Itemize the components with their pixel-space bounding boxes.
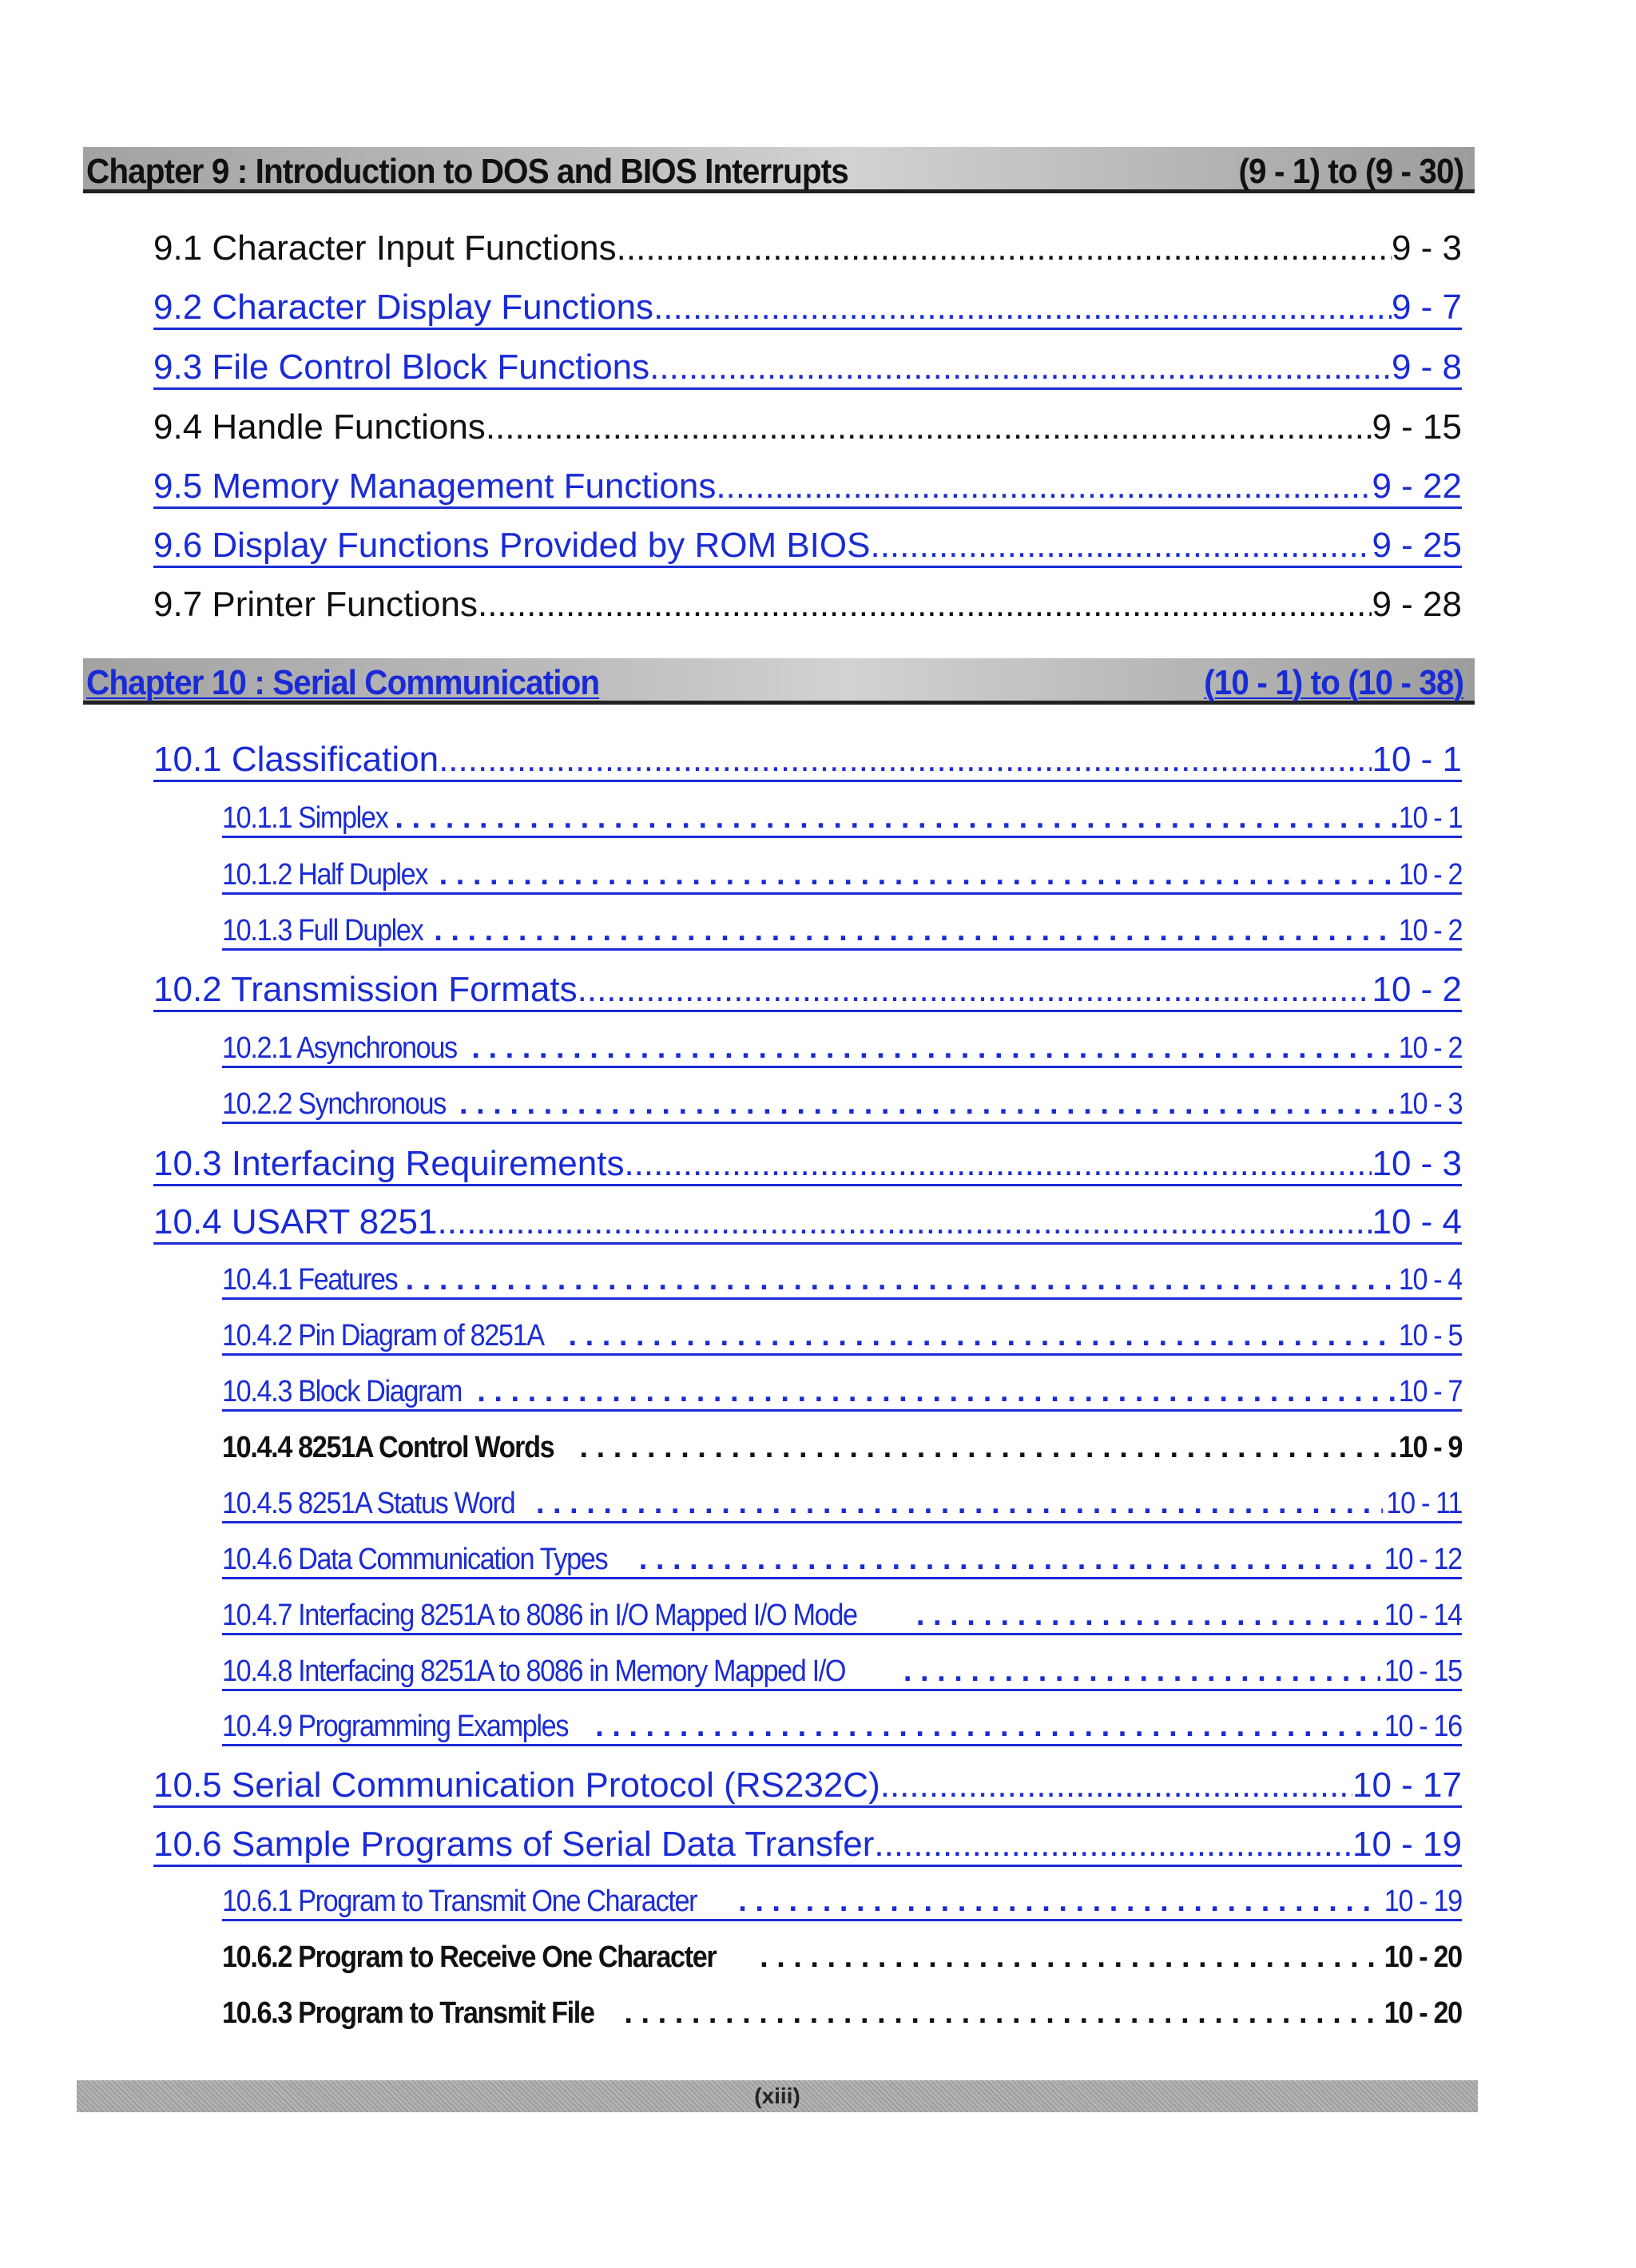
toc-entry-page: 9 - 22 (1372, 467, 1462, 506)
toc-entry-page: 10 - 16 (1384, 1710, 1462, 1743)
toc-entry-label: 9.6 Display Functions Provided by ROM BIOS (153, 526, 871, 565)
toc-entry-page: 10 - 4 (1398, 1263, 1462, 1297)
toc-entry-10-4-8[interactable] (222, 1652, 1462, 1691)
toc-entry-10-5[interactable] (153, 1764, 1462, 1808)
toc-entry-page: 10 - 5 (1398, 1319, 1462, 1352)
dot-leader (439, 740, 1372, 780)
dot-leader (477, 1375, 1396, 1409)
dot-leader (438, 1202, 1372, 1242)
dot-leader (760, 1940, 1380, 1975)
toc-entry-label: 10.2.2 Synchronous (222, 1087, 446, 1121)
dot-leader (478, 585, 1372, 625)
toc-entry-label: 10.4.6 Data Communication Types (222, 1543, 608, 1576)
toc-entry-label: 9.3 File Control Block Functions (153, 348, 650, 387)
dot-leader (580, 1431, 1396, 1465)
dot-leader (536, 1487, 1383, 1521)
toc-entry-page: 10 - 4 (1372, 1202, 1462, 1241)
toc-entry-page: 10 - 11 (1386, 1487, 1462, 1520)
dot-leader (903, 1654, 1380, 1689)
toc-entry-label: 10.4.3 Block Diagram (222, 1375, 462, 1408)
toc-entry-page: 9 - 7 (1391, 288, 1462, 327)
toc-entry-label: 9.7 Printer Functions (153, 585, 478, 624)
toc-entry-10-4-1[interactable] (222, 1261, 1462, 1300)
toc-entry-9-6[interactable] (153, 524, 1462, 568)
toc-entry-label: 9.1 Character Input Functions (153, 228, 617, 268)
dot-leader (595, 1710, 1380, 1744)
dot-leader (459, 1087, 1396, 1122)
toc-entry-label: 10.5 Serial Communication Protocol (RS232C) (153, 1766, 880, 1805)
toc-entry-10-3[interactable] (153, 1142, 1462, 1186)
toc-entry-10-1-2[interactable] (222, 856, 1462, 895)
dot-leader (617, 228, 1392, 268)
toc-entry-10-2-1[interactable] (222, 1029, 1462, 1068)
toc-entry-page: 10 - 2 (1398, 914, 1462, 947)
toc-entry-10-4-6[interactable] (222, 1540, 1462, 1579)
chapter-page-range: (10 - 1) to (10 - 38) (1204, 663, 1463, 702)
dot-leader (716, 467, 1372, 506)
toc-entry-page: 9 - 25 (1372, 526, 1462, 565)
toc-entry-label: 10.1.1 Simplex (222, 801, 388, 835)
toc-entry-page: 9 - 15 (1372, 407, 1462, 447)
toc-entry-page: 10 - 1 (1398, 801, 1462, 835)
toc-entry-label: 10.4.7 Interfacing 8251A to 8086 in I/O Mapped I/O Mode (222, 1599, 857, 1632)
toc-entry-10-2-2[interactable] (222, 1085, 1462, 1124)
toc-entry-10-4[interactable] (153, 1201, 1462, 1245)
toc-entry-10-4-3[interactable] (222, 1372, 1462, 1412)
toc-entry-label: 10.6.2 Program to Receive One Character (222, 1940, 717, 1974)
toc-entry-page: 9 - 3 (1391, 228, 1462, 268)
chapter-page-range: (9 - 1) to (9 - 30) (1238, 152, 1463, 191)
toc-entry-10-4-9[interactable] (222, 1707, 1462, 1746)
toc-entry-label: 9.4 Handle Functions (153, 407, 486, 447)
toc-entry-9-4 (153, 406, 1462, 447)
toc-entry-label: 10.6.3 Program to Transmit File (222, 1996, 594, 2030)
dot-leader (624, 1144, 1372, 1184)
toc-entry-10-2[interactable] (153, 968, 1462, 1012)
toc-entry-page: 10 - 17 (1352, 1766, 1462, 1805)
dot-leader (649, 348, 1392, 387)
toc-entry-label: 10.6.1 Program to Transmit One Character (222, 1885, 697, 1918)
toc-entry-label: 10.4.2 Pin Diagram of 8251A (222, 1319, 544, 1352)
toc-entry-10-1[interactable] (153, 738, 1462, 782)
toc-entry-page: 10 - 2 (1398, 1031, 1462, 1065)
dot-leader (471, 1031, 1396, 1066)
toc-entry-label: 10.1 Classification (153, 740, 439, 779)
dot-leader (653, 288, 1392, 328)
toc-entry-page: 10 - 9 (1398, 1431, 1462, 1464)
toc-entry-label: 10.1.3 Full Duplex (222, 914, 423, 947)
toc-entry-10-1-3[interactable] (222, 912, 1462, 951)
toc-entry-page: 10 - 3 (1398, 1087, 1462, 1121)
toc-entry-label: 10.2.1 Asynchronous (222, 1031, 457, 1065)
toc-entry-page: 9 - 28 (1372, 585, 1462, 624)
toc-entry-10-6-2 (222, 1938, 1462, 1975)
toc-entry-9-3[interactable] (153, 346, 1462, 390)
toc-entry-page: 10 - 1 (1372, 740, 1462, 779)
toc-entry-label: 9.2 Character Display Functions (153, 288, 654, 327)
toc-entry-10-4-4 (222, 1428, 1462, 1465)
toc-entry-label: 10.4.8 Interfacing 8251A to 8086 in Memory Mapped I/O (222, 1654, 846, 1688)
footer-bar (77, 2080, 1478, 2112)
toc-entry-page: 10 - 2 (1372, 970, 1462, 1009)
dot-leader (434, 914, 1396, 948)
toc-entry-10-6[interactable] (153, 1823, 1462, 1867)
toc-entry-label: 10.4.1 Features (222, 1263, 398, 1297)
toc-entry-page: 10 - 19 (1384, 1885, 1462, 1918)
toc-entry-page: 10 - 12 (1384, 1543, 1462, 1576)
toc-entry-label: 10.4.4 8251A Control Words (222, 1431, 554, 1464)
dot-leader (916, 1599, 1380, 1633)
toc-entry-10-6-1[interactable] (222, 1882, 1462, 1921)
chapter-title: Chapter 9 : Introduction to DOS and BIOS Interrupts (86, 152, 848, 191)
dot-leader (870, 526, 1372, 566)
chapter-title: Chapter 10 : Serial Communication (86, 663, 600, 702)
chapter-10-header[interactable] (83, 658, 1475, 705)
toc-entry-page: 10 - 20 (1384, 1940, 1462, 1974)
dot-leader (880, 1766, 1352, 1805)
toc-entry-9-7 (153, 583, 1462, 625)
toc-entry-label: 10.3 Interfacing Requirements (153, 1144, 625, 1183)
toc-entry-page: 10 - 15 (1384, 1654, 1462, 1688)
toc-entry-label: 10.4.9 Programming Examples (222, 1710, 569, 1743)
toc-entry-page: 10 - 14 (1384, 1599, 1462, 1632)
toc-entry-10-1-1[interactable] (222, 799, 1462, 838)
toc-entry-label: 10.1.2 Half Duplex (222, 858, 428, 892)
dot-leader (578, 970, 1372, 1010)
toc-entry-10-4-2[interactable] (222, 1317, 1462, 1356)
toc-entry-9-5[interactable] (153, 465, 1462, 509)
toc-entry-label: 10.2 Transmission Formats (153, 970, 578, 1009)
toc-entry-label: 10.6 Sample Programs of Serial Data Transfer (153, 1825, 875, 1864)
dot-leader (738, 1885, 1380, 1919)
toc-entry-label: 10.4.5 8251A Status Word (222, 1487, 515, 1520)
dot-leader (395, 801, 1396, 836)
dot-leader (406, 1263, 1396, 1297)
toc-entry-label: 10.4 USART 8251 (153, 1202, 438, 1241)
toc-entry-page: 10 - 2 (1398, 858, 1462, 892)
toc-entry-page: 10 - 19 (1352, 1825, 1462, 1864)
dot-leader (874, 1825, 1352, 1865)
toc-entry-9-2[interactable] (153, 286, 1462, 330)
toc-entry-label: 9.5 Memory Management Functions (153, 467, 717, 506)
dot-leader (639, 1543, 1380, 1577)
toc-entry-10-4-5[interactable] (222, 1484, 1462, 1523)
toc-entry-page: 9 - 8 (1391, 348, 1462, 387)
dot-leader (568, 1319, 1396, 1353)
dot-leader (624, 1996, 1380, 2031)
dot-leader (486, 407, 1372, 447)
toc-entry-10-4-7[interactable] (222, 1596, 1462, 1635)
page-number: (xiii) (754, 2083, 800, 2108)
toc-entry-10-6-3 (222, 1994, 1462, 2031)
toc-entry-9-1 (153, 227, 1462, 268)
toc-entry-page: 10 - 7 (1398, 1375, 1462, 1408)
dot-leader (439, 858, 1396, 892)
toc-entry-page: 10 - 3 (1372, 1144, 1462, 1183)
chapter-9-header (83, 147, 1475, 193)
toc-entry-page: 10 - 20 (1384, 1996, 1462, 2030)
